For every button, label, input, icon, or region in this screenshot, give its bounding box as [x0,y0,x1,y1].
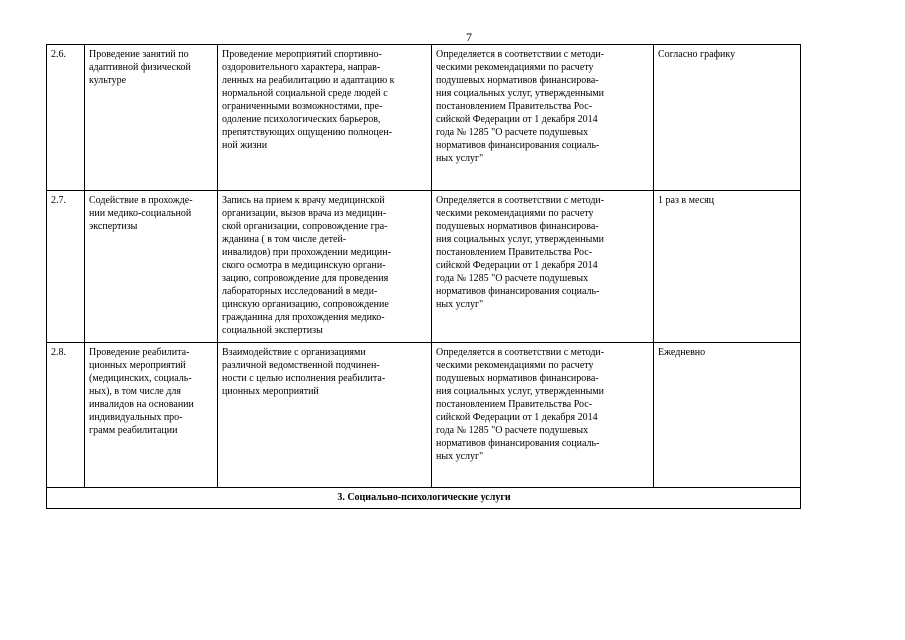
row-number: 2.7. [47,191,85,343]
service-basis-line: года № 1285 "О расчете подушевых [436,425,589,436]
row-number: 2.6. [47,45,85,191]
service-basis-line: ческими рекомендациями по расчету [436,62,594,73]
service-name-line: нии медико-социальной [89,208,192,219]
service-name-line: Проведение реабилита- [89,347,190,358]
service-basis-line: сийской Федерации от 1 декабря 2014 [436,114,598,125]
service-description-line: организации, вызов врача из медицин- [222,208,387,219]
service-name-line: адаптивной физической [89,62,191,73]
service-basis [432,45,654,191]
service-basis-line: Определяется в соответствии с методи- [436,195,605,206]
service-basis-line: ния социальных услуг, утвержденными [436,234,605,245]
service-description-line: зацию, сопровождение для проведения [222,273,389,284]
table-row [47,343,801,488]
service-name-line: Содействие в прохожде- [89,195,193,206]
service-description-line: препятствующих ощущению полноцен- [222,127,392,138]
service-description-line: Запись на прием к врачу медицинской [222,195,385,206]
service-basis [432,191,654,343]
service-name-line: грамм реабилитации [89,425,178,436]
service-name-line: инвалидов на основании [89,399,194,410]
service-description-line: социальной экспертизы [222,325,323,336]
service-description-line: гражданина для прохождения медико- [222,312,385,323]
service-basis-line: нормативов финансирования социаль- [436,438,600,449]
service-description-line: ского осмотра в медицинскую органи- [222,260,386,271]
service-basis-line: ных услуг" [436,153,484,164]
service-description-line: лабораторных исследований в меди- [222,286,378,297]
service-description-line: ности с целью исполнения реабилита- [222,373,386,384]
service-description-line: Взаимодействие с организациями [222,347,366,358]
service-period: Ежедневно [654,343,801,488]
service-basis-line: ных услуг" [436,451,484,462]
service-name-line: ных), в том числе для [89,386,181,397]
service-description-line: Проведение мероприятий спортивно- [222,49,382,60]
service-basis-line: ческими рекомендациями по расчету [436,360,594,371]
service-basis-line: года № 1285 "О расчете подушевых [436,273,589,284]
service-name [85,45,218,191]
service-basis-line: сийской Федерации от 1 декабря 2014 [436,412,598,423]
service-basis-line: ния социальных услуг, утвержденными [436,386,605,397]
service-description-line: ционных мероприятий [222,386,319,397]
row-number: 2.8. [47,343,85,488]
service-name-line: индивидуальных про- [89,412,183,423]
service-description-line: ленных на реабилитацию и адаптацию к [222,75,395,86]
service-description-line: нормальной социальной среде людей с [222,88,388,99]
service-basis-line: постановлением Правительства Рос- [436,101,593,112]
service-description [218,45,432,191]
service-description-line: ской организации, сопровождение гра- [222,221,388,232]
service-description-line: оздоровительного характера, направ- [222,62,381,73]
service-name [85,343,218,488]
service-basis-line: Определяется в соответствии с методи- [436,49,605,60]
section-row [47,488,801,509]
service-basis-line: постановлением Правительства Рос- [436,247,593,258]
service-basis-line: ния социальных услуг, утвержденными [436,88,605,99]
table-row [47,45,801,191]
service-basis-line: подушевых нормативов финансирова- [436,75,599,86]
service-description [218,191,432,343]
service-description-line: инвалидов) при прохождении медицин- [222,247,391,258]
service-period: Согласно графику [654,45,801,191]
service-description-line: одоление психологических барьеров, [222,114,381,125]
services-table [46,44,801,509]
service-basis-line: ных услуг" [436,299,484,310]
service-name-line: ционных мероприятий [89,360,186,371]
service-basis [432,343,654,488]
service-description-line: ограниченными возможностями, пре- [222,101,383,112]
service-name-line: (медицинских, социаль- [89,373,192,384]
service-basis-line: подушевых нормативов финансирова- [436,373,599,384]
service-name [85,191,218,343]
page-number: 7 [466,30,472,44]
service-basis-line: подушевых нормативов финансирова- [436,221,599,232]
service-description-line: жданина ( в том числе детей- [222,234,347,245]
service-description [218,343,432,488]
service-name-line: культуре [89,75,127,86]
service-basis-line: года № 1285 "О расчете подушевых [436,127,589,138]
service-basis-line: ческими рекомендациями по расчету [436,208,594,219]
table-body [47,45,801,488]
service-basis-line: сийской Федерации от 1 декабря 2014 [436,260,598,271]
service-description-line: ной жизни [222,140,268,151]
service-basis-line: нормативов финансирования социаль- [436,286,600,297]
service-basis-line: нормативов финансирования социаль- [436,140,600,151]
service-description-line: различной ведомственной подчинен- [222,360,380,371]
table-row [47,191,801,343]
service-basis-line: постановлением Правительства Рос- [436,399,593,410]
service-name-line: Проведение занятий по [89,49,189,60]
service-period: 1 раз в месяц [654,191,801,343]
service-description-line: цинскую организацию, сопровождение [222,299,389,310]
service-name-line: экспертизы [89,221,138,232]
section-heading: 3. Социально-психологические услуги [47,488,801,509]
service-basis-line: Определяется в соответствии с методи- [436,347,605,358]
